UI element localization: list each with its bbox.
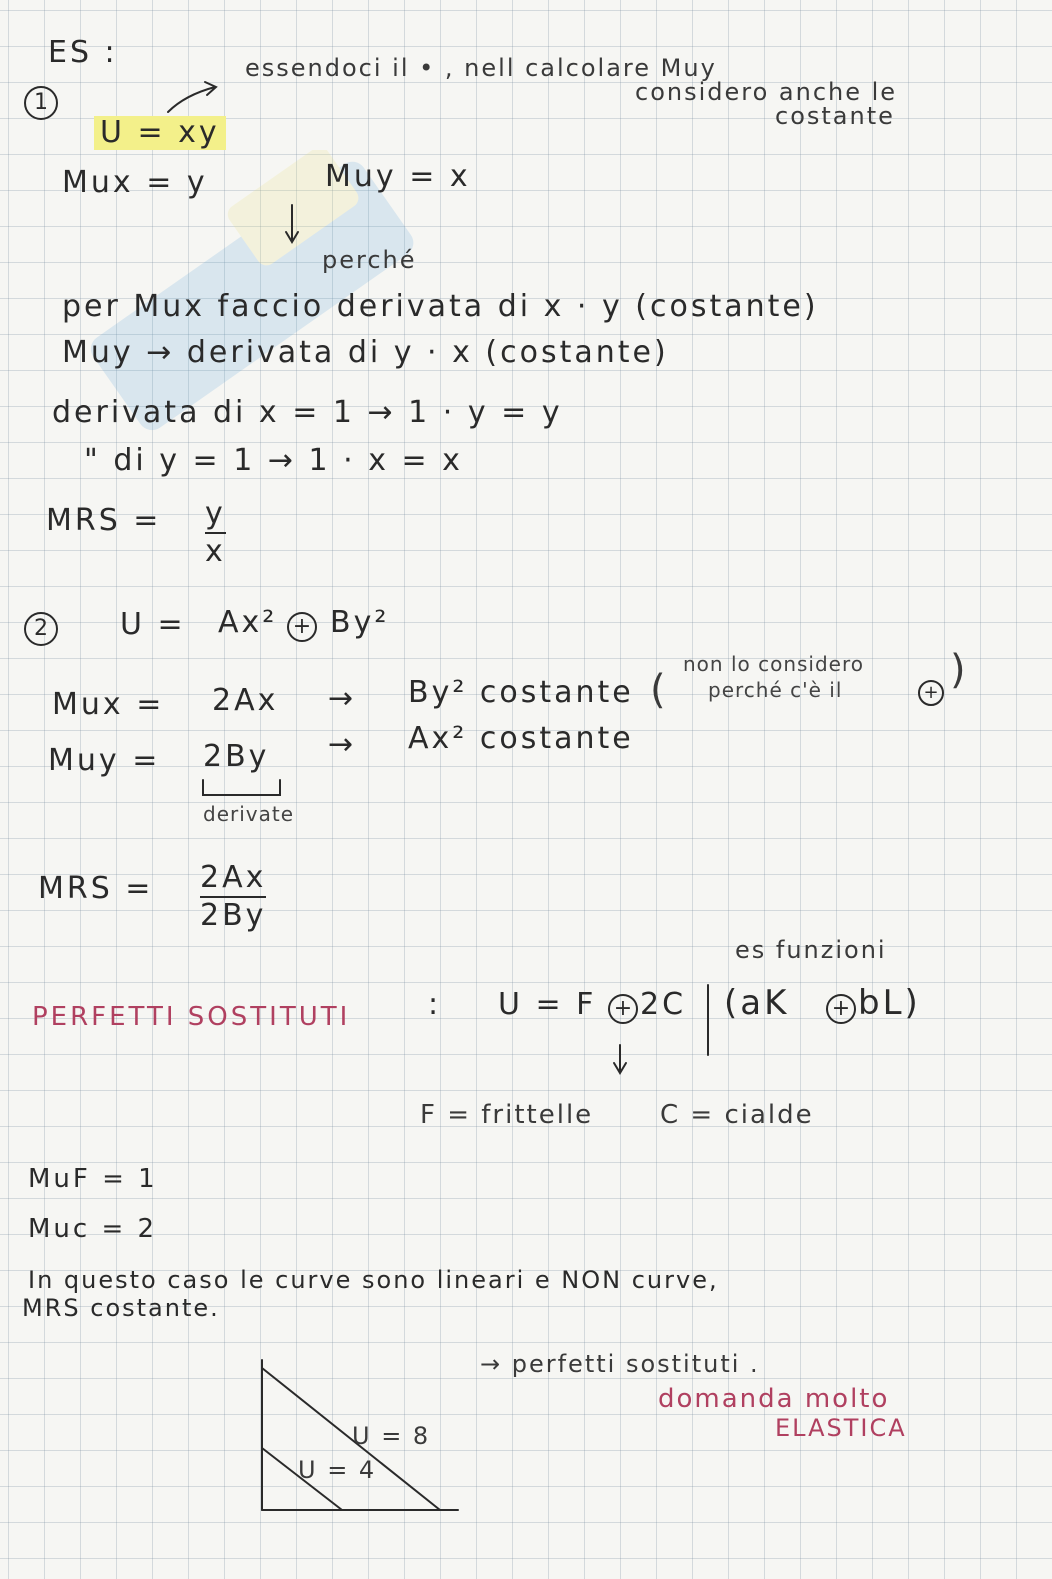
ex1-perche: perché [322, 246, 417, 274]
ex2-muy-label: Muy = [48, 743, 161, 778]
ex2-mrs-denominator: 2By [200, 897, 267, 933]
ex2-mrs-fraction [200, 862, 266, 931]
graph-label-u8: U = 8 [352, 1422, 431, 1450]
ex2-mrs-numerator: 2Ax [200, 860, 267, 895]
perfetti-u-post: 2C [640, 987, 687, 1022]
perfetti-sostituti-title: PERFETTI SOSTITUTI [32, 1002, 351, 1032]
func-plus-circled: + [826, 994, 856, 1024]
ex2-mux-label: Mux = [52, 687, 165, 722]
ex2-plus-circled: + [287, 612, 317, 642]
ex2-muy-value: 2By [203, 739, 270, 774]
ex1-mux: Mux = y [62, 165, 208, 200]
ex2-ax-const: Ax² costante [408, 721, 634, 756]
ex2-note-paren-open: ( [650, 667, 668, 713]
ex1-mrs-label: MRS = [46, 503, 162, 538]
graph-label-u4: U = 4 [298, 1456, 377, 1484]
ex2-note-paren-close: ) [950, 647, 968, 693]
muc-value: Muc = 2 [28, 1214, 158, 1244]
ex1-utility-function: U = xy [94, 116, 226, 150]
perfetti-line-2: MRS costante. [22, 1294, 220, 1322]
exercise-1-number: 1 [24, 86, 58, 120]
func-post: bL) [858, 983, 921, 1023]
exercise-2-number: 2 [24, 612, 58, 646]
elastica-label: ELASTICA [775, 1414, 907, 1442]
ex1-line-a: per Mux faccio derivata di x · y (costante) [62, 289, 819, 324]
ex1-line-b: Muy → derivata di y · x (costante) [62, 335, 669, 370]
ex2-note-line2: perché c'è il [708, 678, 843, 702]
ex2-arrow-2: → [328, 727, 357, 762]
ex1-muy: Muy = x [325, 159, 471, 194]
ex2-note-line1: non lo considero [683, 652, 864, 676]
ex1-line-d: " di y = 1 → 1 · x = x [84, 443, 463, 478]
ex1-note-line2: considero anche le [635, 78, 898, 106]
ex1-mrs-fraction [205, 498, 226, 567]
ex2-u-pre: U = [120, 607, 186, 642]
ex2-arrow-1: → [328, 681, 357, 716]
perfetti-u-pre: U = F [498, 987, 597, 1022]
ex2-u-a: Ax² [218, 605, 278, 640]
ex1-mrs-numerator: y [205, 496, 226, 531]
func-pre: (aK [724, 983, 790, 1023]
es-funzioni-label: es funzioni [735, 936, 887, 964]
perfetti-plus-circled: + [608, 994, 638, 1024]
ex2-u-b: By² [330, 605, 390, 640]
f-definition: F = frittelle [420, 1100, 594, 1130]
ex1-note-line3: costante [775, 102, 895, 130]
ex2-derivate-label: derivate [203, 802, 295, 826]
domanda-label: domanda molto [658, 1384, 890, 1414]
c-definition: C = cialde [660, 1100, 814, 1130]
ex2-mux-value: 2Ax [212, 683, 279, 718]
ex2-mrs-label: MRS = [38, 871, 154, 906]
perfetti-line-1: In questo caso le curve sono lineari e NON curve, [28, 1266, 719, 1294]
ex1-mrs-denominator: x [205, 533, 226, 569]
note-arrow-icon [168, 87, 215, 112]
perfetti-colon: : [428, 987, 442, 1022]
perfetti-arrow-note: → perfetti sostituti . [480, 1350, 760, 1378]
ex2-by-const: By² costante [408, 675, 634, 710]
ex1-line-c: derivata di x = 1 → 1 · y = y [52, 395, 563, 430]
underbrace-icon [203, 780, 280, 795]
ex1-note-line1: essendoci il • , nell calcolare Muy [245, 54, 717, 82]
es-label: ES : [48, 35, 118, 70]
ex2-note-plus-circled: + [918, 680, 944, 706]
muf-value: MuF = 1 [28, 1164, 158, 1194]
